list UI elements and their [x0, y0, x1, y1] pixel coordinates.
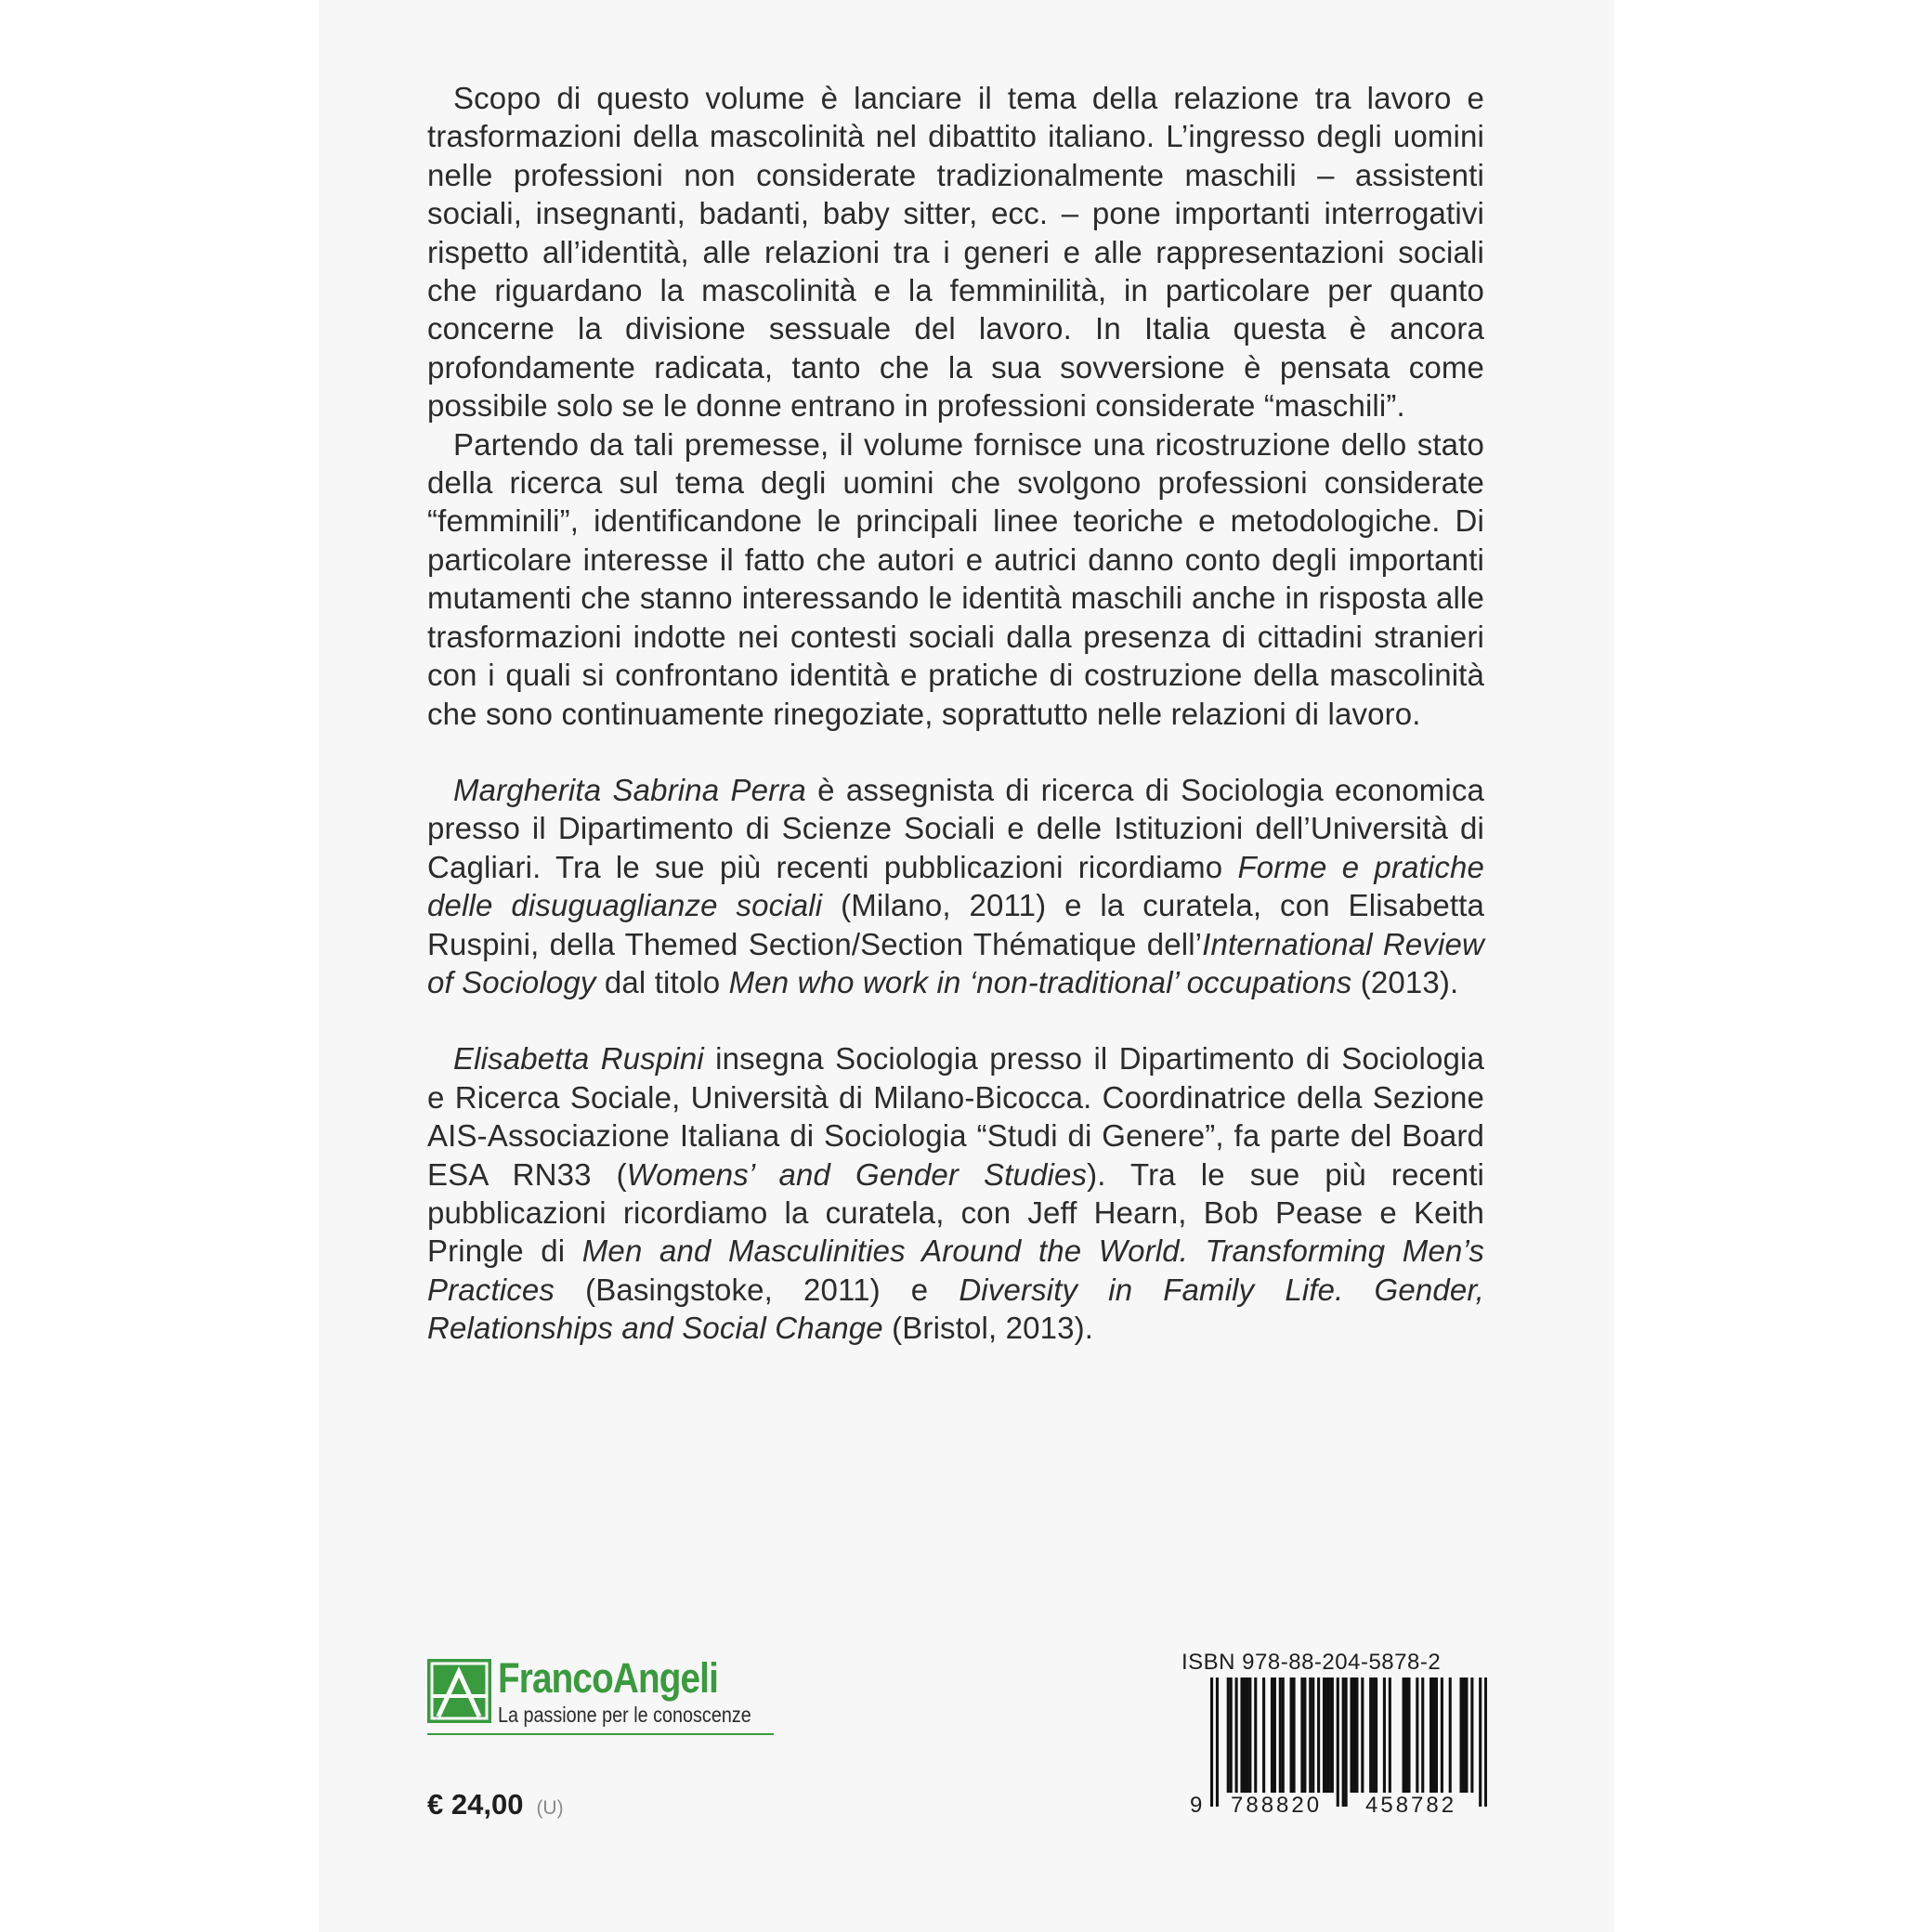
- barcode-bar: [1337, 1677, 1339, 1807]
- barcode-bar: [1404, 1677, 1407, 1793]
- barcode-bar: [1273, 1677, 1276, 1793]
- book-title: Men and Masculinities Around the World. Transforming Men’s Practices: [427, 1234, 1484, 1307]
- barcode-bar: [1323, 1677, 1325, 1793]
- barcode-bar: [1355, 1677, 1358, 1793]
- author-name: Margherita Sabrina Perra: [453, 772, 806, 807]
- barcode-bar: [1317, 1677, 1320, 1793]
- barcode-bar: [1432, 1677, 1435, 1793]
- barcode-bar: [1300, 1677, 1303, 1793]
- barcode-bar: [1331, 1677, 1334, 1793]
- price: [427, 1788, 564, 1821]
- barcode-bar: [1372, 1677, 1375, 1793]
- publisher-logo: [427, 1654, 774, 1735]
- barcode-bar: [1246, 1677, 1248, 1793]
- barcode-bar: [1210, 1677, 1213, 1807]
- barcode-bar: [1312, 1677, 1314, 1793]
- barcode-bar: [1325, 1677, 1328, 1793]
- barcode-bar: [1282, 1677, 1285, 1793]
- bio-text: (Bristol, 2013).: [882, 1311, 1094, 1346]
- barcode-bar: [1484, 1677, 1487, 1807]
- barcode-bar: [1421, 1677, 1424, 1793]
- barcode-bar: [1479, 1677, 1482, 1807]
- barcode-bar: [1235, 1677, 1238, 1793]
- barcode-digits-left: 788820: [1231, 1793, 1323, 1818]
- barcode-bar: [1271, 1677, 1273, 1793]
- journal-title: International Review of Sociology: [427, 926, 1484, 999]
- barcode-bar: [1309, 1677, 1312, 1793]
- author-bio-perra: [427, 771, 1484, 1001]
- barcode-bar: [1243, 1677, 1246, 1793]
- barcode-bar: [1361, 1677, 1364, 1793]
- barcode-bar: [1290, 1677, 1293, 1793]
- section-title: Men who work in ‘non-traditional’ occupations: [728, 964, 1352, 999]
- barcode-digits-right: 458782: [1365, 1793, 1457, 1818]
- barcode-bar: [1429, 1677, 1432, 1793]
- price-value: € 24,00: [427, 1788, 524, 1821]
- barcode-bar: [1460, 1677, 1463, 1793]
- barcode-bar: [1293, 1677, 1296, 1793]
- barcode-bar: [1328, 1677, 1331, 1793]
- barcode-digit-first: 9: [1190, 1793, 1203, 1818]
- barcode-bar: [1352, 1677, 1355, 1793]
- isbn-label: ISBN 978-88-204-5878-2: [1181, 1650, 1442, 1675]
- blurb-paragraph-2: Partendo da tali premesse, il volume fornisce una ricostruzione dello stato della ricerca sul tema degli uomini che svolgono professioni considerate “femminili”, identificandone le principali linee teoriche e metodologiche. Di particolare interesse il fatto che autori e autrici danno conto degli importanti mutamenti che stanno interessando le identità maschili anche in risposta alle trasformazioni indotte nei contesti sociali dalla presenza di cittadini stranieri con i quali si confrontano identità e pratiche di costruzione della mascolinità che sono continuamente rinegoziate, soprattutto nelle relazioni di lavoro.: [427, 426, 1484, 731]
- bio-text: (Basingstoke, 2011) e: [555, 1272, 959, 1307]
- isbn-barcode: [1210, 1677, 1487, 1807]
- author-bio-ruspini: [427, 1039, 1484, 1347]
- publisher-tagline: La passione per le conoscenze: [498, 1703, 751, 1727]
- book-title: Diversity in Family Life. Gender, Relationships and Social Change: [427, 1272, 1484, 1346]
- barcode-bar: [1449, 1677, 1452, 1793]
- barcode-bar: [1407, 1677, 1410, 1793]
- barcode-bar: [1416, 1677, 1418, 1793]
- barcode-bar: [1303, 1677, 1306, 1793]
- publisher-underline: [427, 1733, 774, 1735]
- barcode-bar: [1262, 1677, 1265, 1793]
- barcode-bar: [1383, 1677, 1386, 1793]
- barcode-bar: [1441, 1677, 1443, 1793]
- publisher-logo-mark-icon: [427, 1659, 491, 1723]
- bio-text: (2013).: [1351, 964, 1459, 999]
- bio-text: è assegnista di ricerca di Sociologia economica presso il Dipartimento di Scienze Sociali e delle Istituzioni dell’Università di Cagliari. Tra le sue più recenti pubblicazioni ricordiamo: [427, 772, 1484, 884]
- barcode-bar: [1462, 1677, 1465, 1793]
- bio-text: (Milano, 2011) e la curatela, con Elisabetta Ruspini, della Themed Section/Section Thématique dell’: [427, 888, 1484, 961]
- bio-text: ). Tra le sue più recenti pubblicazioni ricordiamo la curatela, con Jeff Hearn, Bob Pease e Keith Pringle di: [427, 1156, 1484, 1269]
- barcode-bar: [1248, 1677, 1251, 1793]
- barcode-bar: [1240, 1677, 1243, 1793]
- book-title: Forme e pratiche delle disuguaglianze sociali: [427, 849, 1484, 923]
- barcode-bar: [1254, 1677, 1257, 1793]
- barcode-bar: [1279, 1677, 1282, 1793]
- barcode-bar: [1470, 1677, 1473, 1793]
- barcode-bar: [1345, 1677, 1348, 1807]
- barcode-bar: [1369, 1677, 1372, 1793]
- barcode-bar: [1389, 1677, 1391, 1793]
- barcode-bar: [1435, 1677, 1438, 1793]
- barcode-bar: [1230, 1677, 1233, 1793]
- barcode-bar: [1375, 1677, 1377, 1793]
- blurb-paragraph-1: Scopo di questo volume è lanciare il tema della relazione tra lavoro e trasformazioni della mascolinità nel dibattito italiano. L’ingresso degli uomini nelle professioni non considerate tradizionalmente maschili – assistenti sociali, insegnanti, badanti, baby sitter, ecc. – pone importanti interrogativi rispetto all’identità, alle relazioni tra i generi e alle rappresentazioni sociali che riguardano la mascolinità e la femminilità, in particolare per quanto concerne la divisione sessuale del lavoro. In Italia questa è ancora profondamente radicata, tanto che la sua sovversione è pensata come possibile solo se le donne entrano in professioni considerate “maschili”.: [427, 81, 1484, 424]
- barcode-bar: [1403, 1677, 1405, 1793]
- network-title: Womens’ and Gender Studies: [626, 1156, 1088, 1192]
- barcode-bar: [1342, 1677, 1345, 1807]
- bio-text: dal titolo: [595, 964, 729, 999]
- barcode-bar: [1350, 1677, 1352, 1793]
- author-name: Elisabetta Ruspini: [453, 1041, 704, 1077]
- back-cover-text: [427, 79, 1484, 1348]
- barcode-bar: [1227, 1677, 1230, 1793]
- barcode-bar: [1465, 1677, 1468, 1793]
- price-code: (U): [536, 1797, 564, 1819]
- bio-text: insegna Sociologia presso il Dipartimento di Sociologia e Ricerca Sociale, Università di Milano-Bicocca. Coordinatrice della Sezione AIS-Associazione Italiana di Sociologia “Studi di Genere”, fa parte del Board ESA RN33 (: [427, 1041, 1484, 1192]
- publisher-name: FrancoAngeli: [498, 1654, 718, 1702]
- barcode-bar: [1216, 1677, 1219, 1807]
